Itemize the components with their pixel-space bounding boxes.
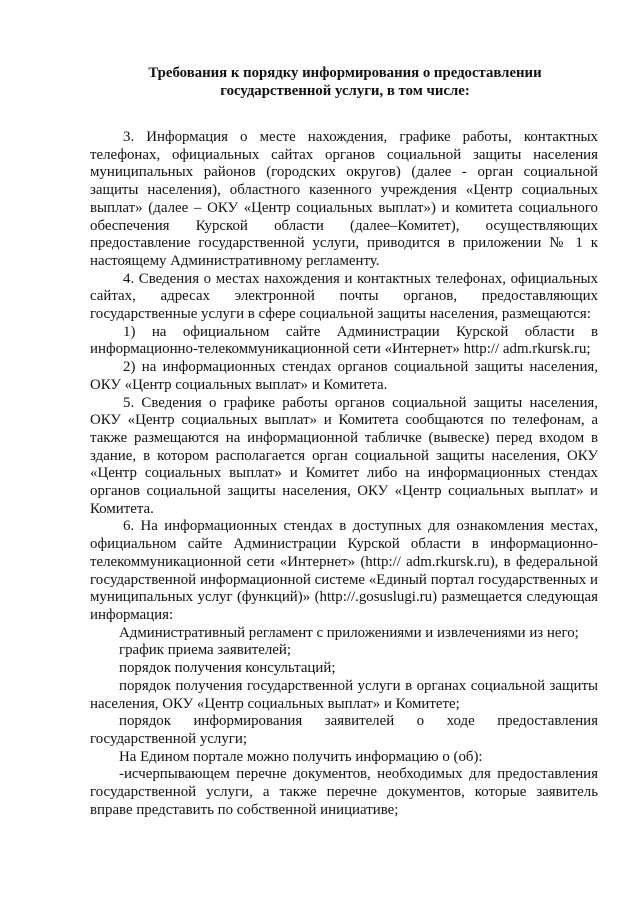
paragraph-3: 3. Информация о месте нахождения, графике работы, контактных телефонах, официальных сайтах органов социальной защиты населения муниципальных районов (городских округов) (далее - орган социальной защиты населения), областного казенного учреждения «Центр социальных выплат» (далее – ОКУ «Центр социальных выплат») и комитета социального обеспечения Курской области (далее–Комитет), осуществляющих предоставление государственной услуги, приводится в приложении № 1 к настоящему Административному регламенту. (90, 129, 598, 269)
info-item-regulation: Административный регламент с приложениями и извлечениями из него; (119, 624, 579, 641)
info-item-service-procedure: порядок получения государственной услуги в органах социальной защиты населения, ОКУ «Центр социальных выплат» и Комитете; (90, 677, 598, 712)
list-item-2: 2) на информационных стендах органов социальной защиты населения, ОКУ «Центр социальных выплат» и Комитета. (90, 359, 598, 393)
list-item-1: 1) на официальном сайте Администрации Курской области в информационно-телекоммуникационной сети «Интернет» http:// adm.rkursk.ru; (90, 323, 598, 358)
title-line-1: Требования к порядку информирования о предоставлении (148, 65, 542, 81)
info-item-consultations: порядок получения консультаций; (119, 660, 336, 677)
document-title (80, 64, 610, 100)
portal-info-heading: На Едином портале можно получить информацию о (об): (119, 748, 483, 765)
title-line-2: государственной услуги, в том числе: (220, 83, 470, 99)
portal-info-documents: -исчерпывающем перечне документов, необходимых для предоставления государственной услуги, а также перечне документов, которые заявитель вправе представить по собственной инициативе; (90, 766, 598, 818)
paragraph-6: 6. На информационных стендах в доступных для ознакомления местах, официальном сайте Администрации Курской области в информационно-телекоммуникационной сети «Интернет» (http:// adm.rkursk.ru), в федеральной государственной информационной системе «Единый портал государственных и муниципальных услуг (функций)» (http://.gosuslugi.ru) размещается следующая информация: (90, 518, 598, 623)
info-item-schedule: график приема заявителей; (119, 642, 291, 659)
info-item-informing-procedure: порядок информирования заявителей о ходе предоставления государственной услуги; (90, 713, 598, 747)
paragraph-5: 5. Сведения о графике работы органов социальной защиты населения, ОКУ «Центр социальных выплат» и Комитета сообщаются по телефонам, а также размещаются на информационной табличке (вывеске) перед входом в здание, в котором располагается орган социальной защиты населения, ОКУ «Центр социальных выплат» и Комитет либо на информационных стендах органов социальной защиты населения, ОКУ «Центр социальных выплат» и Комитета. (90, 394, 598, 517)
paragraph-4: 4. Сведения о местах нахождения и контактных телефонах, официальных сайтах, адресах электронной почты органов, предоставляющих государственные услуги в сфере социальной защиты населения, размещаются: (90, 270, 598, 323)
document-body (90, 129, 598, 819)
